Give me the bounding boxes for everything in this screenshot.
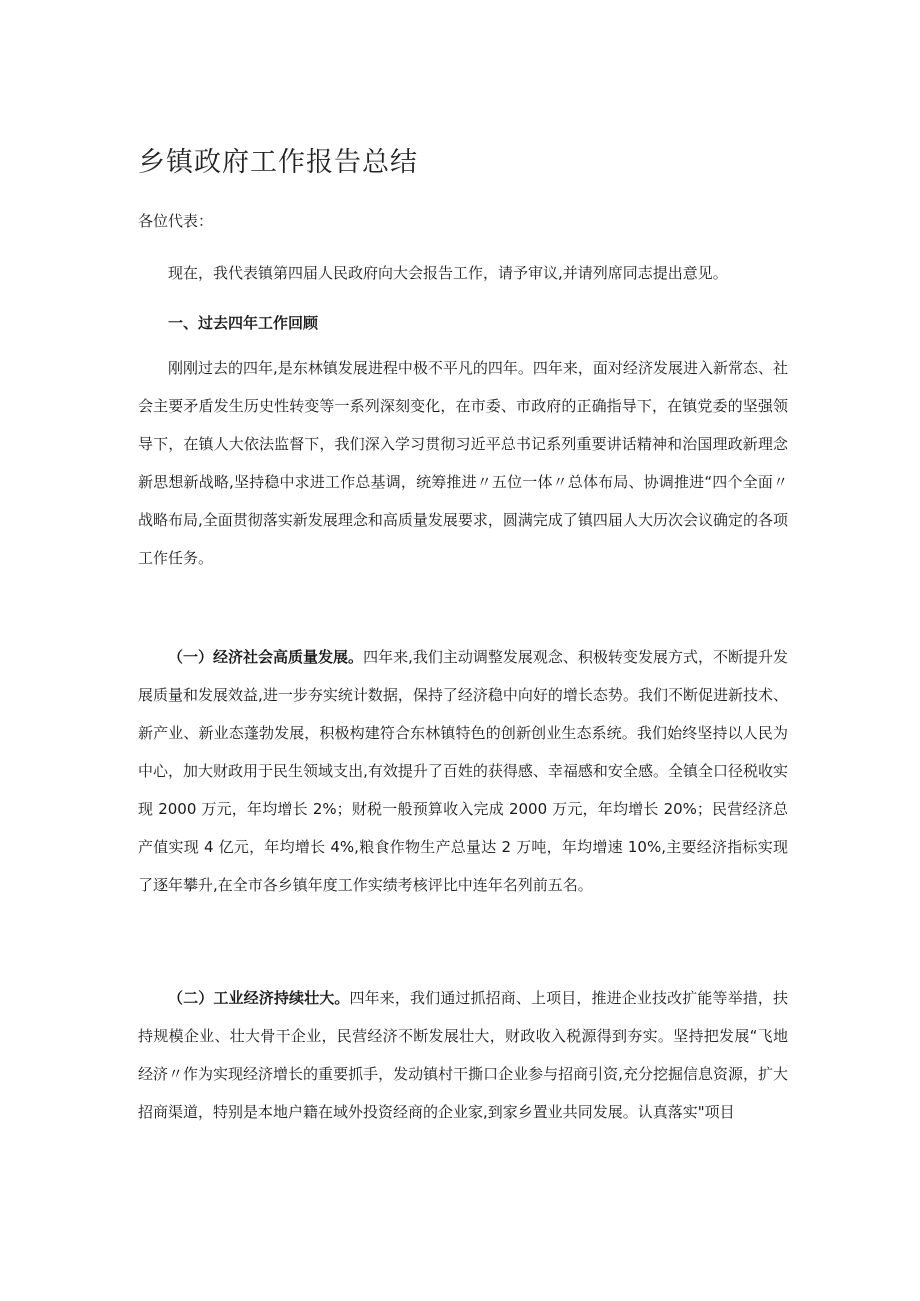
industry-paragraph	[138, 979, 788, 1131]
salutation: 各位代表：	[138, 212, 214, 230]
intro-paragraph: 现在，我代表镇第四届人民政府向大会报告工作，请予审议,并请列席同志提出意见。	[168, 264, 728, 282]
economy-paragraph	[138, 638, 788, 904]
economy-lead: （一）经济社会高质量发展。	[168, 648, 364, 666]
industry-body: 四年来，我们通过抓招商、上项目，推进企业技改扩能等举措，扶持规模企业、壮大骨干企业，民营经济不断发展壮大，财政收入税源得到夯实。坚持把发展“飞地经济〃作为实现经济增长的重要抓手，发动镇村干撕口企业参与招商引资,充分挖掘信息资源，扩大招商渠道，特别是本地户籍在域外投资经商的企业家,到家乡置业共同发展。认真落实"项目	[138, 989, 788, 1121]
industry-lead: （二）工业经济持续壮大。	[168, 989, 350, 1007]
section-heading-review: 一、过去四年工作回顾	[168, 314, 319, 332]
document-title: 乡镇政府工作报告总结	[138, 147, 418, 178]
economy-body: 四年来,我们主动调整发展观念、积极转变发展方式，不断提升发展质量和发展效益,进一步夯实统计数据，保持了经济稳中向好的增长态势。我们不断促进新技术、新产业、新业态蓬勃发展，积极构建符合东林镇特色的创新创业生态系统。我们始终坚持以人民为中心，加大财政用于民生领域支出,有效提升了百姓的获得感、幸福感和安全感。全镇全口径税收实现 2000 万元，年均增长 2%；财税一般预算收入完成 2000 万元，年均增长 20%；民营经济总产值实现 4 亿元，年均增长 4%,粮食作物生产总量达 2 万吨，年均增速 10%,主要经济指标实现了逐年攀升,在全市各乡镇年度工作实绩考核评比中连年名列前五名。	[138, 648, 788, 894]
review-paragraph: 刚刚过去的四年,是东林镇发展进程中极不平凡的四年。四年来，面对经济发展进入新常态、社会主要矛盾发生历史性转变等一系列深刻变化，在市委、市政府的正确指导下，在镇党委的坚强领导下，在镇人大依法监督下，我们深入学习贯彻习近平总书记系列重要讲话精神和治国理政新理念新思想新战略,坚持稳中求进工作总基调，统筹推进〃五位一体〃总体布局、协调推进“四个全面〃战略布局,全面贯彻落实新发展理念和高质量发展要求，圆满完成了镇四届人大历次会议确定的各项工作任务。	[138, 359, 788, 567]
